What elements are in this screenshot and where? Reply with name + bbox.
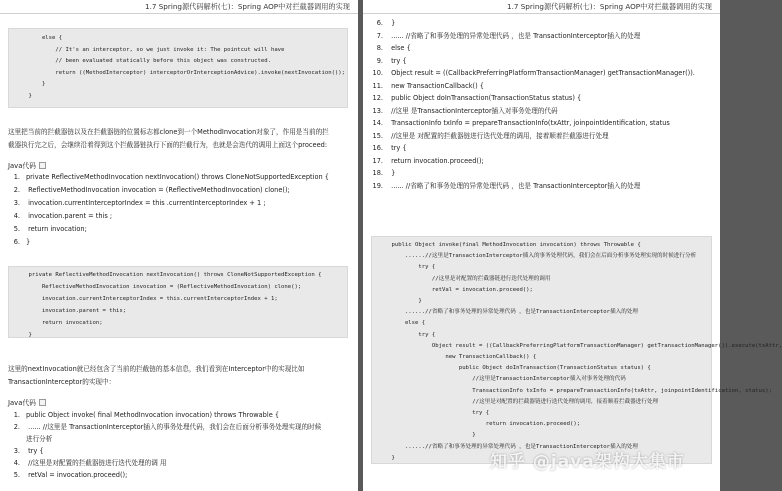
code-line: retVal = invocation.proceed(); <box>378 286 533 293</box>
code-line: return invocation.proceed(); <box>378 421 581 428</box>
code-line: else { <box>378 320 426 327</box>
code-line: ......//省略了和事务处理的异常处理代码 ，也是TransactionInterceptor插入的处理 <box>378 309 638 316</box>
code-line: return ((MethodInterceptor) interceptorOrInterceptionAdvice).invoke(nextInvocation()); <box>15 69 346 76</box>
left-page <box>0 0 358 491</box>
line-text: } <box>389 19 396 27</box>
code-line: } <box>15 92 32 99</box>
numbered-code-line <box>0 470 127 480</box>
line-text: return invocation.proceed(); <box>389 156 484 165</box>
line-text: ...... //省略了和事务处理的异常处理代码 ，也是 TransactionInterceptor插入的处理 <box>389 31 641 40</box>
line-text: retVal = invocation.proceed(); <box>26 471 128 479</box>
numbered-code-line <box>363 18 395 28</box>
numbered-code-line <box>363 81 484 91</box>
code-line: try { <box>378 264 436 271</box>
numbered-code-line <box>0 458 167 468</box>
line-number: 19. <box>372 181 383 190</box>
line-text: } <box>389 169 396 177</box>
numbered-code-line <box>363 31 640 41</box>
line-number: 15. <box>372 131 383 140</box>
line-number: 1. <box>13 411 20 419</box>
code-line: //这里是TransactionInterceptor插入对事务处理的代码 <box>378 376 626 383</box>
left-paragraph-1-line-2: 截器执行完之后，会继续沿着得到这个拦截器链执行下面的拦截行为，也就是会迭代的调用上面这个proceed: <box>8 141 328 149</box>
code-line: } <box>15 332 32 338</box>
line-number: 8. <box>376 44 383 52</box>
left-code-box-top <box>8 28 348 108</box>
numbered-code-line <box>363 181 640 191</box>
numbered-code-line <box>0 185 290 195</box>
line-text: try { <box>389 56 407 65</box>
line-number: 10. <box>372 69 383 77</box>
code-line: ......//省略了和事务处理的异常处理代码 ，也是TransactionInterceptor插入的处理 <box>378 443 638 450</box>
line-number: 6. <box>376 19 383 27</box>
line-number: 3. <box>13 199 20 207</box>
line-text: Object result = ((CallbackPreferringPlatformTransactionManager) getTransactionManager()). <box>389 69 695 77</box>
line-number: 6. <box>13 238 20 246</box>
code-line: // been evaluated statically before this object was constructed. <box>15 58 271 64</box>
zhihu-watermark: 知乎 @java架构大集市 <box>490 452 685 472</box>
line-text: //这里 是TransactionInterceptor插入对事务处理的代码 <box>389 106 558 115</box>
numbered-code-line <box>363 93 581 103</box>
line-text: //这里是 对配置的拦截器链进行迭代处理的调用，接着顺着拦截器进行处理 <box>389 131 609 140</box>
code-line: try { <box>378 410 490 416</box>
line-number: 2. <box>13 186 20 194</box>
left-code-box-2 <box>8 266 348 338</box>
code-line: ......//这里是TransactionInterceptor插入的事务处理代码，我们会在后面分析事务处理实现的时候进行分析 <box>378 253 697 260</box>
numbered-code-line <box>363 131 609 141</box>
line-text: private ReflectiveMethodInvocation nextInvocation() throws CloneNotSupportedException { <box>26 173 329 181</box>
numbered-code-line <box>0 172 329 182</box>
line-text: return invocation; <box>26 225 87 233</box>
line-text: ...... //这里是 TransactionInterceptor插入的事务处理代码，我们会在后面分析事务处理实现的时候 <box>26 423 322 431</box>
line-number: 7. <box>376 31 383 40</box>
line-text: public Object doInTransaction(TransactionStatus status) { <box>389 94 582 102</box>
numbered-code-line <box>363 43 411 53</box>
left-page-header: 1.7 Spring源代码解析(七)：Spring AOP中对拦截器调用的实现 <box>0 0 358 14</box>
line-text: ...... //省略了和事务处理的异常处理代码 ，也是 TransactionInterceptor插入的处理 <box>389 181 641 190</box>
java-code-label-2 <box>8 397 46 407</box>
line-number: 16. <box>372 144 383 152</box>
code-line: // It's an interceptor, so we just invoke it: The pointcut will have <box>15 46 285 53</box>
numbered-code-line <box>0 211 112 221</box>
java-code-label-text: Java代码 <box>8 162 36 170</box>
right-page <box>363 0 782 491</box>
line-text: invocation.parent = this ; <box>26 212 113 220</box>
line-text: } <box>26 238 31 246</box>
code-line: } <box>378 454 395 461</box>
line-number: 13. <box>372 106 383 115</box>
code-line: } <box>378 432 476 439</box>
numbered-code-line <box>363 106 558 116</box>
code-line: invocation.parent = this; <box>15 308 127 314</box>
java-code-label-1 <box>8 160 46 170</box>
code-line: } <box>378 298 422 304</box>
copy-code-icon[interactable] <box>39 399 46 406</box>
line-number: 4. <box>13 459 20 467</box>
line-text: public Object invoke( final MethodInvocation invocation) throws Throwable { <box>26 411 280 419</box>
line-text: try { <box>389 144 407 152</box>
code-line: private ReflectiveMethodInvocation nextInvocation() throws CloneNotSupportedException { <box>15 272 322 278</box>
left-paragraph-2-line-2: TransactionInterceptor的实现中： <box>8 378 116 386</box>
line-number: 12. <box>372 94 383 102</box>
numbered-code-line <box>0 237 30 247</box>
numbered-code-line <box>363 156 484 166</box>
code-line: try { <box>378 331 436 338</box>
left-paragraph-1-line-1: 这里把当前的拦截器链以及在拦截器链的位置标志都clone到一个MethodInvocation对象了，作用是当前的拦 <box>8 128 329 136</box>
left-paragraph-2-line-1: 这里的nextInvocation就已经包含了当前的拦截链的基本信息，我们看到在Interceptor中的实现比如 <box>8 365 305 373</box>
numbered-code-line <box>363 143 407 153</box>
numbered-code-line <box>0 224 87 234</box>
numbered-code-line <box>0 198 266 208</box>
line-number: 18. <box>372 169 383 177</box>
numbered-code-line <box>0 434 52 444</box>
code-line: //这里是对配置的拦截器链进行迭代处理的调用，接着顺着拦截器进行处理 <box>378 398 659 405</box>
line-text: TransactionInfo txInfo = prepareTransactionInfo(txAttr, joinpointIdentification, status <box>389 119 670 127</box>
line-number: 4. <box>13 212 20 220</box>
line-number: 5. <box>13 471 20 479</box>
line-number: 17. <box>372 156 383 165</box>
numbered-code-line <box>0 422 321 432</box>
numbered-code-line <box>0 446 44 456</box>
code-line: public Object invoke(final MethodInvocation invocation) throws Throwable { <box>378 242 641 248</box>
line-text: else { <box>389 44 411 52</box>
line-text: //这里是对配置的拦截器链进行迭代处理的调 用 <box>26 459 167 467</box>
line-text: try { <box>26 447 44 455</box>
numbered-code-line <box>363 68 695 78</box>
right-code-box <box>371 236 782 464</box>
line-number: 11. <box>372 81 383 90</box>
code-line: public Object doInTransaction(TransactionStatus status) { <box>378 365 651 372</box>
line-number: 9. <box>376 56 383 65</box>
line-number: 1. <box>13 173 20 181</box>
java-code-label-text: Java代码 <box>8 399 36 407</box>
copy-code-icon[interactable] <box>39 162 46 169</box>
code-line: return invocation; <box>15 320 103 326</box>
code-line: new TransactionCallback() { <box>378 354 537 360</box>
code-line: invocation.currentInterceptorIndex = this.currentInterceptorIndex + 1; <box>15 296 278 302</box>
line-number: 5. <box>13 225 20 233</box>
line-text: new TransactionCallback() { <box>389 81 484 90</box>
line-text: invocation.currentInterceptorIndex = this .currentInterceptorIndex + 1 ; <box>26 199 266 207</box>
line-number: 2. <box>13 423 20 431</box>
numbered-code-line <box>363 56 407 66</box>
code-line: Object result = ((CallbackPreferringPlatformTransactionManager) getTransactionManager()).execute(txAttr, <box>378 342 782 349</box>
code-line: else { <box>15 35 63 41</box>
numbered-code-line <box>363 168 395 178</box>
line-number: 14. <box>372 119 383 127</box>
code-line: TransactionInfo txInfo = prepareTransactionInfo(txAttr, joinpointIdentification, status); <box>378 387 773 394</box>
numbered-code-line <box>363 118 670 128</box>
code-line: } <box>15 81 46 87</box>
code-line: //这里是对配置的拦截器链进行迭代处理的调用 <box>378 275 551 282</box>
code-line: ReflectiveMethodInvocation invocation = (ReflectiveMethodInvocation) clone(); <box>15 284 302 290</box>
line-number: 3. <box>13 447 20 455</box>
numbered-code-line <box>0 410 279 420</box>
right-page-header: 1.7 Spring源代码解析(七)：Spring AOP中对拦截器调用的实现 <box>363 0 720 14</box>
line-text: ReflectiveMethodInvocation invocation = (ReflectiveMethodInvocation) clone(); <box>26 186 290 194</box>
line-text: 进行分析 <box>26 435 53 443</box>
